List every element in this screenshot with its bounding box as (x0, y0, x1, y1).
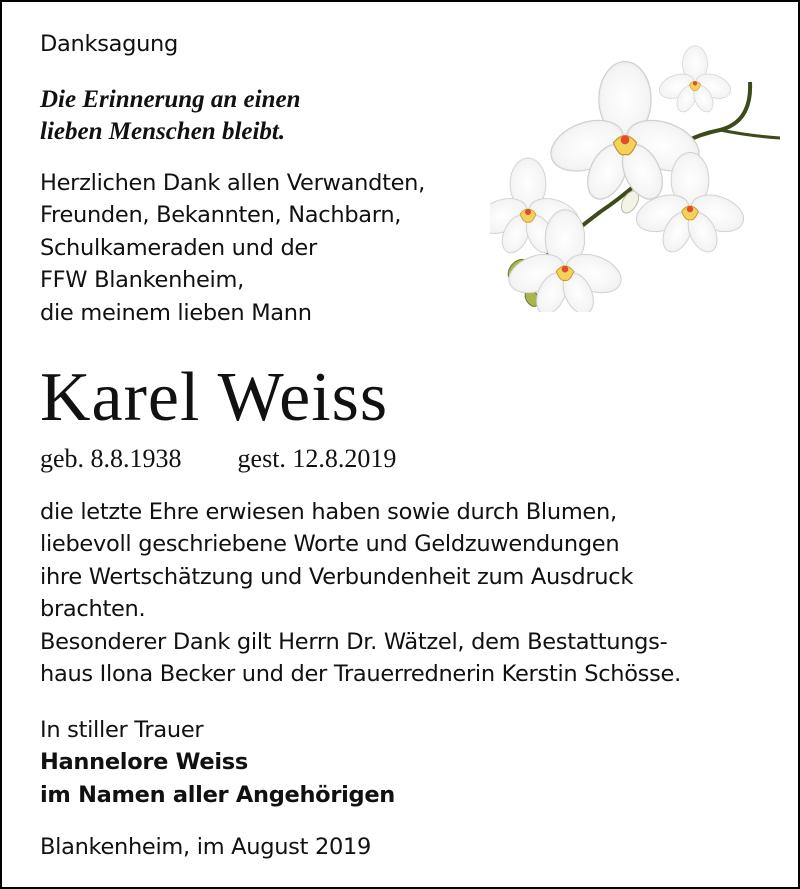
birth-date: geb. 8.8.1938 (40, 444, 182, 473)
intro-line: Herzlichen Dank allen Verwandten, (40, 170, 425, 196)
intro-line: die meinem lieben Mann (40, 299, 312, 326)
motto (40, 84, 301, 148)
intro-text (40, 167, 425, 329)
body-line: die letzte Ehre erwiesen haben sowie durch Blumen, (40, 499, 617, 525)
deceased-name: Karel Weiss (40, 359, 389, 436)
white-orchid-branch-icon (490, 42, 790, 312)
intro-line: FFW Blankenheim, (40, 267, 244, 294)
body-line: liebevoll geschriebene Worte und Geldzuwendungen (40, 531, 620, 558)
body-line: Besonderer Dank gilt Herrn Dr. Wätzel, dem Bestattungs- (40, 628, 668, 655)
body-line: ihre Wertschätzung und Verbundenheit zum Ausdruck (40, 563, 634, 590)
body-line: haus Ilona Becker und der Trauerrednerin Kerstin Schösse. (40, 660, 681, 687)
motto-line: Die Erinnerung an einen (40, 86, 301, 113)
place-date: Blankenheim, im August 2019 (40, 834, 372, 860)
signature-block (40, 714, 395, 811)
body-text (40, 496, 681, 690)
life-dates (40, 443, 396, 475)
death-date: gest. 12.8.2019 (237, 444, 397, 473)
notice-heading: Danksagung (40, 31, 178, 57)
signature-name: Hannelore Weiss (40, 749, 248, 776)
intro-line: Freunden, Bekannten, Nachbarn, (40, 202, 402, 229)
motto-line: lieben Menschen bleibt. (40, 118, 286, 145)
signature-family: im Namen aller Angehörigen (40, 781, 396, 808)
body-line: brachten. (40, 596, 146, 623)
intro-line: Schulkameraden und der (40, 234, 317, 261)
signature-intro: In stiller Trauer (40, 717, 204, 743)
